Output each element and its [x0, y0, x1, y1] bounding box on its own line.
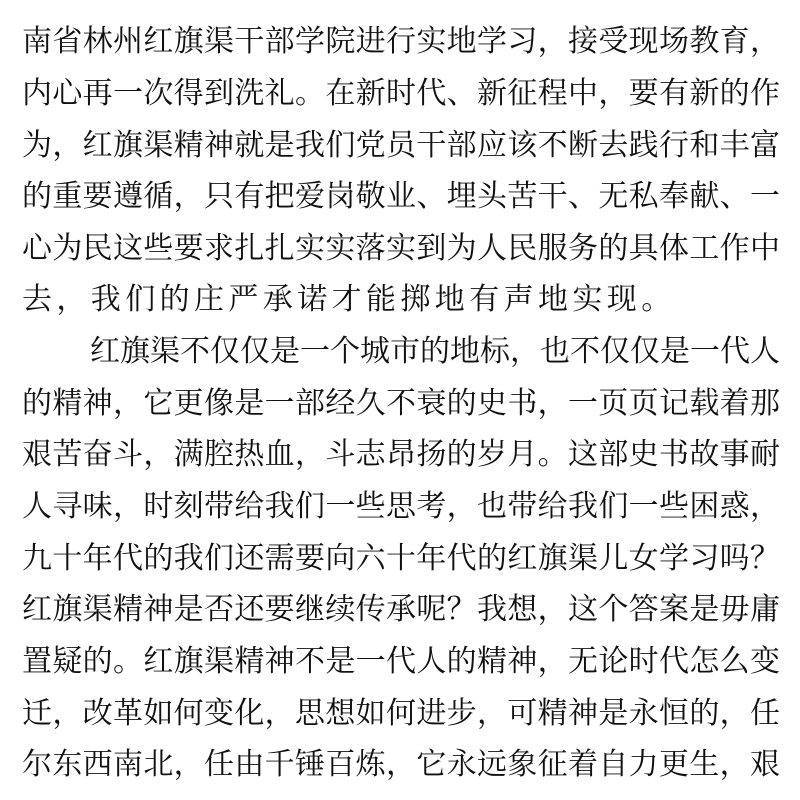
text-line: 迁，改革如何变化，思想如何进步，可精神是永恒的，任 — [22, 696, 780, 731]
text-line: 人寻味，时刻带给我们一些思考，也带给我们一些困惑， — [22, 489, 780, 524]
text-line: 尔东西南北，任由千锤百炼，它永远象征着自力更生，艰 — [22, 747, 780, 782]
text-line: 九十年代的我们还需要向六十年代的红旗渠儿女学习吗？ — [22, 541, 780, 576]
text-line: 的精神，它更像是一部经久不衰的史书，一页页记载着那 — [22, 386, 780, 421]
text-line: 南省林州红旗渠干部学院进行实地学习，接受现场教育， — [22, 24, 780, 59]
text-line: 艰苦奋斗，满腔热血，斗志昂扬的岁月。这部史书故事耐 — [22, 437, 780, 472]
text-line: 为，红旗渠精神就是我们党员干部应该不断去践行和丰富 — [22, 128, 780, 163]
text-line: 去，我们的庄严承诺才能掷地有声地实现。 — [22, 282, 676, 317]
text-line: 心为民这些要求扎扎实实落实到为人民服务的具体工作中 — [22, 231, 780, 266]
text-line: 内心再一次得到洗礼。在新时代、新征程中，要有新的作 — [22, 76, 780, 111]
text-line: 置疑的。红旗渠精神不是一代人的精神，无论时代怎么变 — [22, 644, 780, 679]
text-line: 红旗渠精神是否还要继续传承呢？我想，这个答案是毋庸 — [22, 592, 780, 627]
paragraph-start-line: 红旗渠不仅仅是一个城市的地标，也不仅仅是一代人 — [90, 334, 780, 369]
text-line: 的重要遵循，只有把爱岗敬业、埋头苦干、无私奉献、一 — [22, 179, 780, 214]
